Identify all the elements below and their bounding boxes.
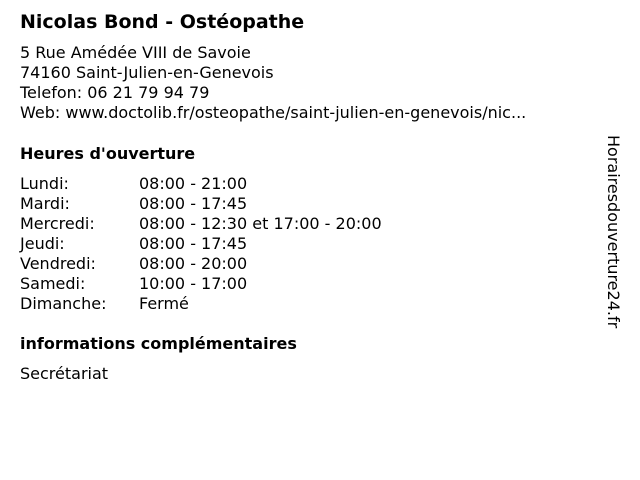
hours-time: 08:00 - 21:00	[139, 174, 248, 193]
phone-number[interactable]: Telefon: 06 21 79 94 79	[20, 83, 210, 102]
contact-block	[20, 43, 526, 123]
hours-time: 08:00 - 20:00	[139, 254, 248, 273]
hours-time: 08:00 - 12:30 et 17:00 - 20:00	[139, 214, 382, 233]
hours-day: Dimanche:	[20, 294, 107, 313]
hours-time: 08:00 - 17:45	[139, 194, 248, 213]
hours-day: Mercredi:	[20, 214, 95, 233]
hours-day: Vendredi:	[20, 254, 96, 273]
hours-day: Lundi:	[20, 174, 69, 193]
opening-hours-heading: Heures d'ouverture	[20, 144, 196, 163]
hours-time: Fermé	[139, 294, 189, 313]
hours-time: 08:00 - 17:45	[139, 234, 248, 253]
additional-info-text: Secrétariat	[20, 364, 109, 383]
hours-time: 10:00 - 17:00	[139, 274, 248, 293]
hours-day: Jeudi:	[20, 234, 65, 253]
website-link[interactable]: Web: www.doctolib.fr/osteopathe/saint-julien-en-genevois/nic...	[20, 103, 527, 122]
additional-info-heading: informations complémentaires	[20, 334, 297, 353]
hours-day: Mardi:	[20, 194, 70, 213]
address-line-street: 5 Rue Amédée VIII de Savoie	[20, 43, 251, 62]
address-line-city: 74160 Saint-Julien-en-Genevois	[20, 63, 274, 82]
hours-day: Samedi:	[20, 274, 86, 293]
business-name: Nicolas Bond - Ostéopathe	[20, 11, 305, 33]
site-watermark: Horairesdouverture24.fr	[604, 135, 623, 329]
